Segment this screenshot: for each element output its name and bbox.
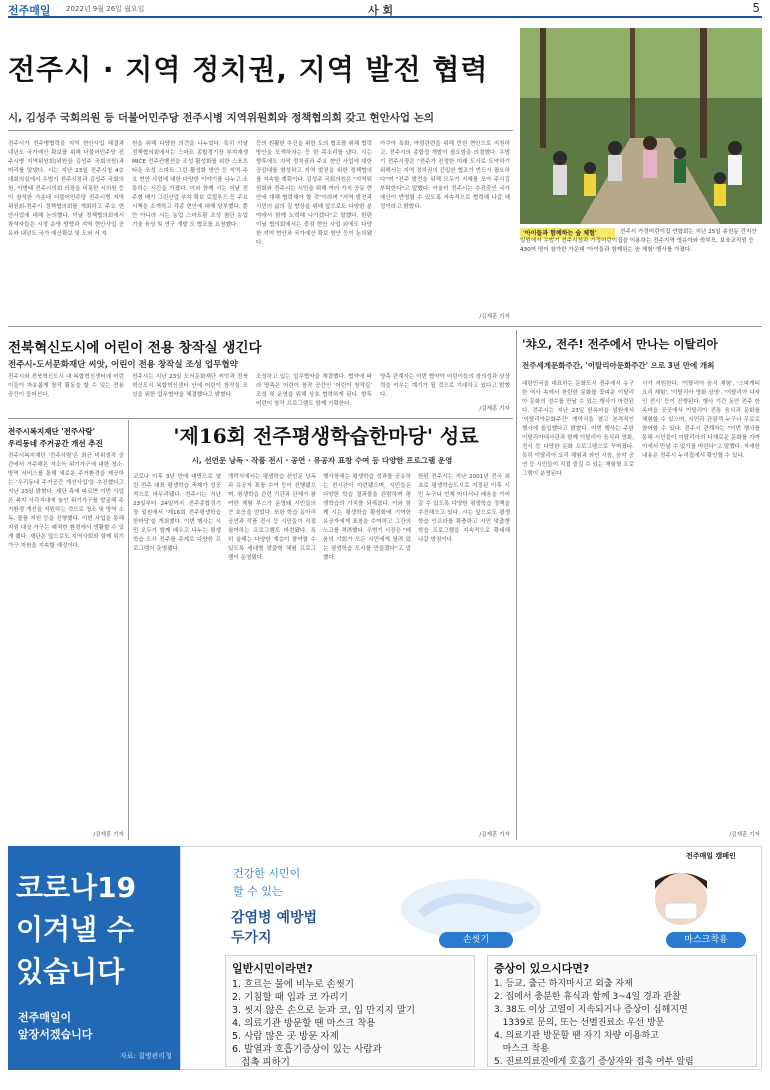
list-item: 4. 의료기관 방문할 땐 자기 차량 이용하고 (494, 1031, 659, 1041)
story4-subheadline: 시, 선연문 낭독 · 작품 전시 · 공연 · 유공자 표창 수여 등 다양한 프로그램 운영 (191, 456, 453, 465)
story1-subheadline: 시, 김성주 국회의원 등 더불어민주당 전주시병 지역위원회와 정책협의회 갖고 현안사업 논의 (8, 112, 434, 124)
divider (8, 418, 513, 419)
box-general-list (232, 978, 470, 1069)
story4-headline: '제16회 전주평생학습한마당' 성료 (173, 424, 479, 448)
event-photo (520, 28, 762, 224)
campaign-banner-left (8, 846, 180, 1070)
campaign-headline-2: 두가지 (231, 930, 272, 946)
campaign-pill-mask: 마스크착용 (666, 932, 746, 948)
story3-title: 우리동네 주거공간 개선 추진 (8, 439, 103, 448)
banner-big-text-3: 있습니다 (16, 955, 125, 988)
story1-column-2: 원을 위해 다양한 의견을 나누었다. 특히 이날 정책협의회에서는 스마트 종합경기장 부지재생 MICE 전주컨벤션을 조성 활성화를 위한 스포츠 타운 조성 스마트 그린 활성화 방안 등 지역 주요 현안 사업에 대한 다양한 이야기를 나누고 소통하는 시간을 가졌다. 이와 함께 시는 이날 전주형 메가 그린산업 부지 확보 로컬푸드 등 주요 시책을 소개하고 각종 현안에 대해 당부했다. 뿐만 아니라 시는 농업 스마트팜 조성 첨단 농업 기술 육성 및 연구 개발 도 협조를 요청했다. (132, 141, 248, 228)
list-item: 2. 기침할 때 입과 코 가리기 (232, 992, 348, 1003)
story2-headline: 전북혁신도시에 어린이 전용 창작실 생긴다 (8, 340, 262, 356)
campaign-lead-1: 건강한 시민이 (233, 867, 301, 880)
list-item: 마스크 착용 (494, 1044, 549, 1054)
campaign-tag: 전주매일 캠페인 (686, 852, 736, 860)
story5-column-1: 대한민국을 대표하는 문화도시 전주에서 유구한 역사 속에서 찬란한 문화를 꽃피운 이탈리아 문화의 정수를 만날 수 있는 행사가 마련된다. 전주시는 지난 23일 한옥마을 일원에서 '이탈리아문화주간' 개막식을 열고 본격적인 행사에 돌입했다고 밝혔다. 이번 행사는 주한이탈리아대사관과 함께 이탈리아 음식과 영화, 전시 등 다양한 문화 프로그램으로 꾸며졌다. 특히 이탈리아 요리 체험과 와인 시음, 음악 공연 등 시민들이 직접 즐길 수 있는 체험형 프로그램이 운영된다. (522, 381, 634, 477)
story5-column-2: 시가 지원한다. '이탈리아 음식 체험', '스파게티 요리 체험', '이탈리아 영화 상영', '이탈리아 디자인 전시' 등이 진행된다. 행사 기간 동안 전주 한옥마을 곳곳에서 이탈리아 전통 음식과 문화를 체험할 수 있으며, 시민과 관광객 누구나 무료로 참여할 수 있다. 전주시 관계자는 "이번 행사를 통해 시민들이 이탈리아의 다채로운 문화를 가까이에서 만날 수 있기를 바란다"고 말했다. 자세한 내용은 전주시 누리집에서 확인할 수 있다. (642, 381, 760, 459)
story4-column-4: 한편 전주시는 지난 2001년 전국 최초로 평생학습도시로 지정된 이후 시민 누구나 언제 어디서나 배움을 이어갈 수 있도록 다양한 평생학습 정책을 추진해오고 있다. 시는 앞으로도 평생학습 인프라를 확충하고 시민 맞춤형 학습 프로그램을 지속적으로 확대해 나갈 방침이다. (418, 474, 510, 543)
banner-promise-1: 전주매일이 (18, 1011, 72, 1024)
story4-column-2: 개막식에서는 평생학습 선언문 낭독과 유공자 표창 수여 등이 진행됐으며, 평생학습 관련 기관과 단체가 참여한 체험 부스가 운영돼 시민들의 큰 호응을 얻었다. 또한 학습 동아리 공연과 작품 전시 등 시민들이 직접 참여하는 프로그램도 마련됐다. 특히 올해는 다양한 계층이 참여할 수 있도록 세대별 맞춤형 체험 프로그램이 운영됐다. (228, 474, 316, 561)
list-item: 1339로 문의, 또는 선별진료소 우선 방문 (494, 1018, 665, 1028)
list-item: 3. 38도 이상 고열이 지속되거나 증상이 심해지면 (494, 1005, 688, 1015)
banner-big-text-2: 이겨낼 수 (16, 913, 134, 946)
story2-subheadline: 전주시-도서문화재단 씨앗, 어린이 전용 창작실 조성 업무협약 (8, 360, 238, 370)
box-symptom-list (494, 978, 754, 1069)
banner-source: 자료: 질병관리청 (120, 1052, 172, 1060)
campaign-pill-handwash: 손씻기 (439, 932, 513, 948)
list-item: 5. 진료의료진에게 호흡기 증상자와 접촉 여부 알림 (494, 1057, 694, 1067)
story2-byline: /김재훈 기자 (479, 406, 510, 412)
story1-column-3: 등의 원활한 추진을 위한 도의 협조를 위해 협력 방안을 모색하자는 등 한 목소리를 냈다. 시는 향후에도 지역 정치권과 주요 현안 사업에 대한 공감대를 형성하고 지역 발전을 위한 정책협의를 지속할 계획이다. 김성주 국회의원은 "지역위원회와 전주시는 시민을 위해 여러 가지 공동 현안에 대해 협력해야 할 것"이라며 "지역 발전과 시민의 삶의 질 향상을 위해 앞으로도 다양한 분야에서 함께 노력해 나가겠다"고 말했다. 한편 이날 협의회에서는 중점 현안 사업 외에도 다양한 지역 현안과 국가예산 확보 방안 등이 논의됐다. (256, 141, 372, 246)
story5-headline: '챠오, 전주! 전주에서 만나는 이탈리아 (522, 337, 718, 351)
list-item: 4. 의료기관 방문할 땐 마스크 착용 (232, 1018, 376, 1029)
story2-column-2: 전주시는 지난 23일 도서문화재단 씨앗과 전북혁신도시 복합혁신센터 안에 어린이 창작실 조성을 위한 업무협약을 체결했다고 밝혔다. (132, 374, 248, 398)
section-name: 사 회 (368, 4, 394, 17)
photo-label: '아이들과 함께하는 숲 체험' (520, 228, 615, 239)
story1-headline: 전주시 · 지역 정치권, 지역 발전 협력 (8, 53, 489, 86)
divider (8, 130, 513, 131)
photo-caption: 전주시 가정어린이집 연합회는 지난 25일 송천동 건지산 일원에서 우범기 전주시장과 가정어린이집을 이용하는 전주지역 영유아와 학부모, 보육교직원 등 430여 명이 참가한 가운데 '아이들과 함께하는 숲 체험' 행사를 가졌다. (520, 229, 757, 253)
list-item: 3. 씻지 않은 손으로 눈과 코, 입 만지지 말기 (232, 1005, 416, 1016)
story4-column-3: 행사장에는 평생학습 성과를 공유하는 전시관이 마련됐으며, 시민들은 다양한 학습 결과물을 관람하며 평생학습의 가치를 되새겼다. 이와 함께 시는 평생학습 활성화에 기여한 유공자에게 표창을 수여하고 그간의 노고를 격려했다. 우범기 시장은 "배움의 기회가 모든 시민에게 열려 있는 평생학습 도시를 만들겠다"고 말했다. (323, 474, 411, 561)
story2-column-1: 전주시와 전북혁신도시 내 복합혁신센터에 어린이들이 자유롭게 창작 활동을 할 수 있는 전용 공간이 들어선다. (8, 374, 124, 398)
campaign-lead-2: 할 수 있는 (233, 885, 283, 898)
page-number: 5 (752, 1, 760, 15)
list-item: 6. 발열과 호흡기증상이 있는 사람과 (232, 1044, 382, 1055)
story4-byline: /김재훈 기자 (479, 832, 510, 838)
story3-kicker: 전주시복지재단 '전주사람' (8, 427, 95, 436)
list-item: 5. 사람 많은 곳 방문 자제 (232, 1031, 339, 1042)
story3-byline: /김재훈 기자 (93, 832, 124, 838)
list-item: 2. 집에서 충분한 휴식과 함께 3~4일 경과 관찰 (494, 992, 681, 1002)
banner-big-text-1: 코로나19 (16, 871, 137, 904)
story1-byline: /김재훈 기자 (479, 314, 510, 320)
banner-promise-2: 앞장서겠습니다 (18, 1028, 93, 1041)
page-header (8, 0, 762, 18)
divider (8, 326, 762, 327)
story2-column-4: 양측 관계자는 이번 협약이 어린이들의 창의성과 상상력을 키우는 계기가 될 것으로 기대하고 있다고 밝혔다. (380, 374, 510, 398)
forest-scene-photo (520, 28, 762, 224)
list-item: 1. 흐르는 물에 비누로 손씻기 (232, 979, 355, 990)
story5-subheadline: 전주세계문화주간, '이탈리아문화주간' 으로 3년 만에 개최 (522, 361, 715, 370)
list-item: 접촉 피하기 (232, 1057, 290, 1068)
story1-column-1: 전주시가 전주병협력을 지역 현안사업 해결과 내년도 국가예산 확보를 위해 더불어민주당 전주시병 지역위원회(위원장 김성주 국회의원)과 머리를 맞댔다. 시는 지난 23일 전주시청 4층 대회의실에서 우범기 전주시장과 김성주 국회의원, 이병태 전주시의회 의장을 비롯한 시의원 등이 참석한 가운데 더불어민주당 전주시병 지역위원회-전주시 정책협의회를 개최하고 주요 현안사업에 대해 논의했다. 이날 정책협의회에서 참석자들은 시정 운영 방향과 지역 현안사업 공유와 내년도 국가 예산확보 및 도와 서 지 (8, 141, 124, 237)
column-rule (128, 420, 129, 840)
newspaper-name: 전주매일 (8, 4, 51, 17)
story5-byline: /김재훈 기자 (729, 832, 760, 838)
story1-column-4: 아쿠아 특화, 약령관련을 위해 민원 현안으로 지원하고, 전주시의 종합정 개발이 필요함을 의결했다. 우범기 전주시장은 "전주가 진정한 미래 도시로 도약하기 위해서는 지역 정치권의 긴밀한 협조가 반드시 필요하다"며 "전주 발전을 위해 모두가 지혜를 모아 주시길 부탁한다"고 말했다. 아울러 전주시는 추진중인 국가예산이 반영될 수 있도록 지속적으로 협력해 나갈 예정이라고 밝혔다. (380, 141, 510, 210)
column-rule (516, 330, 517, 840)
campaign-banner-right (180, 846, 762, 1070)
story3-body: 전주시복지재단 '전주사람'은 최근 비위생적 공간에서 거주해온 저소득 위기가구에 대한 청소·방역 서비스를 통해 새로운 주거환경을 제공하는 '우리동네 주거공간 개선사업'을 추진했다고 지난 23일 밝혔다. 재단 측에 따르면 이번 사업은 복지 사각지대에 놓인 위기가구를 발굴해 주거환경 개선을 지원하는 것으로 청소 및 방역 소독, 물품 지원 등을 진행했다. 이번 사업을 통해 지원 대상 가구는 쾌적한 환경에서 생활할 수 있게 됐다. 재단은 앞으로도 지역사회와 함께 위기가구 지원을 지속할 예정이다. (8, 453, 124, 549)
issue-date: 2022년 9월 26일 월요일 (66, 5, 145, 13)
story2-column-3: 조성하고 있는 업무협약을 체결했다. 협약에 따라 양측은 어린이 창작 공간인 '어린이 창작실' 조성 및 운영을 위해 상호 협력하게 된다. 향후 어린이 창작 프로그램도 함께 기획한다. (256, 374, 372, 407)
box-symptomatic (487, 955, 757, 1067)
story4-column-1: 코로나 이후 3년 만에 대면으로 열린 전주 대표 평생학습 축제가 성공적으로 마무리됐다. 전주시는 지난 23일부터 24일까지 전주종합경기장 일원에서 '제16회 전주평생학습한마당'을 개최했다. 이번 행사는 시민 모두가 함께 배우고 나누는 평생학습 도시 전주를 주제로 다양한 프로그램이 운영됐다. (133, 474, 221, 552)
box-general-title: 일반시민이라면? (232, 962, 313, 975)
list-item: 1. 등교, 출근 하지마시고 외출 자제 (494, 979, 633, 989)
box-symptom-title: 증상이 있으시다면? (494, 962, 590, 975)
box-general-public (225, 955, 475, 1067)
campaign-headline-1: 감염병 예방법 (231, 910, 318, 926)
